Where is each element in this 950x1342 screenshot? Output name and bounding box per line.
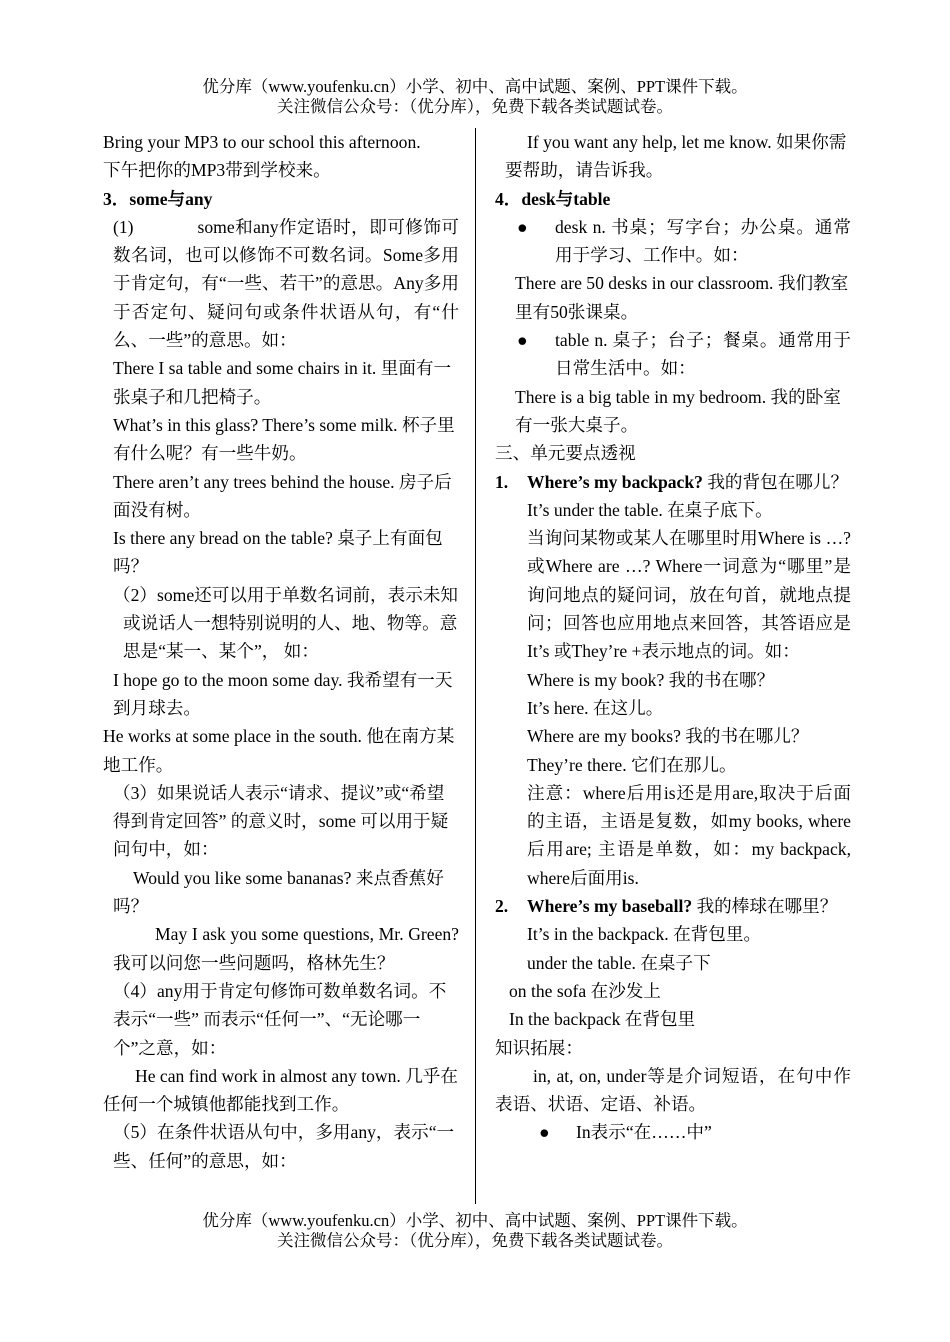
example-south: He works at some place in the south. 他在南方某地工作。 bbox=[103, 726, 455, 775]
extension-text: in, at, on, under等是介词短语，在句中作表语、状语、定语、补语。 bbox=[495, 1065, 851, 1115]
point-2-answer: It’s in the backpack. 在背包里。 bbox=[527, 924, 762, 945]
example-table-chairs: There I sa table and some chairs in it. 里面有一张桌子和几把椅子。 bbox=[113, 358, 452, 407]
point-1-title: Where’s my backpack? bbox=[527, 471, 703, 492]
desk-example: There are 50 desks in our classroom. 我们教室里有50张课桌。 bbox=[515, 273, 849, 322]
page-header bbox=[0, 77, 950, 117]
point-1-number: 1. bbox=[495, 471, 509, 492]
point-1-example-a1: It’s here. 在这儿。 bbox=[527, 697, 664, 718]
point-2-heading bbox=[527, 892, 851, 920]
point-2-phrase-sofa: on the sofa 在沙发上 bbox=[509, 980, 661, 1001]
point-2-phrase-backpack: In the backpack 在背包里 bbox=[509, 1009, 696, 1030]
bring-example-cn: 下午把你的MP3带到学校来。 bbox=[103, 160, 331, 181]
example-bread: Is there any bread on the table? 桌子上有面包吗？ bbox=[113, 528, 443, 577]
point-1 bbox=[495, 468, 851, 892]
point-2 bbox=[495, 892, 851, 977]
desk-definition-text: desk n. 书桌；写字台；办公桌。通常用于学习、工作中。如： bbox=[555, 216, 851, 266]
point-1-heading bbox=[527, 468, 851, 496]
point-2-title: Where’s my baseball? bbox=[527, 896, 693, 917]
section-3-title: 3．some与any bbox=[103, 188, 213, 209]
page-footer bbox=[0, 1211, 950, 1251]
left-column bbox=[103, 128, 459, 1175]
bullet-icon: ● bbox=[517, 330, 528, 351]
some-any-rule-1 bbox=[103, 213, 459, 354]
point-1-example-a2: They’re there. 它们在那儿。 bbox=[527, 754, 737, 775]
point-2-title-cn: 我的棒球在哪里？ bbox=[692, 896, 838, 917]
example-town: He can find work in almost any town. 几乎在任何一个城镇他都能找到工作。 bbox=[103, 1065, 458, 1115]
point-1-note: 注意：where后用is还是用are,取决于后面的主语，主语是复数，如my books, where后用are; 主语是单数，如：my backpack, where后面用is. bbox=[527, 782, 851, 888]
header-line-1: 优分库（www.youfenku.cn）小学、初中、高中试题、案例、PPT课件下载。 bbox=[202, 77, 748, 96]
rule-1-text: some和any作定语时，即可修饰可数名词，也可以修饰不可数名词。Some多用于肯定句，有“一些、若干”的意思。Any多用于否定句、疑问句或条件状语从句，有“什么、一些”的意思。如： bbox=[113, 216, 459, 351]
footer-line-1: 优分库（www.youfenku.cn）小学、初中、高中试题、案例、PPT课件下载。 bbox=[202, 1211, 748, 1230]
in-definition bbox=[495, 1118, 851, 1146]
point-1-explanation: 当询问某物或某人在哪里时用Where is …?或Where are …? Where一词意为“哪里”是询问地点的疑问词，放在句首，就地点提问；回答也应用地点来回答，其答语应是It’s 或They’re +表示地点的词。如： bbox=[527, 528, 851, 662]
point-2-phrase-under: under the table. 在桌子下 bbox=[527, 952, 711, 973]
example-questions: May I ask you some questions, Mr. Green? 我可以问您一些问题吗，格林先生？ bbox=[113, 924, 459, 973]
bullet-icon: ● bbox=[517, 216, 528, 237]
some-any-rule-5: （5）在条件状语从句中，多用any，表示“一些、任何”的意思，如： bbox=[113, 1122, 455, 1171]
table-definition bbox=[495, 326, 851, 383]
rule-1-number: (1) bbox=[113, 216, 134, 237]
point-2-number: 2. bbox=[495, 896, 509, 917]
table-example: There is a big table in my bedroom. 我的卧室有一张大桌子。 bbox=[515, 386, 841, 435]
example-trees: There aren’t any trees behind the house. 房子后面没有树。 bbox=[113, 471, 452, 520]
point-1-example-q2: Where are my books? 我的书在哪儿？ bbox=[527, 726, 809, 747]
point-1-answer: It’s under the table. 在桌子底下。 bbox=[527, 499, 773, 520]
bullet-icon: ● bbox=[539, 1122, 550, 1143]
some-any-rule-3: （3）如果说话人表示“请求、提议”或“希望得到肯定回答” 的意义时，some 可以用于疑问句中，如： bbox=[113, 782, 449, 860]
some-any-rule-4: （4）any用于肯定句修饰可数单数名词。不表示“一些” 而表示“任何一”、“无论哪一个”之意，如： bbox=[113, 980, 447, 1058]
point-1-example-q1: Where is my book? 我的书在哪？ bbox=[527, 669, 775, 690]
footer-line-2: 关注微信公众号：（优分库），免费下载各类试题试卷。 bbox=[277, 1231, 673, 1250]
right-column bbox=[495, 128, 851, 1147]
some-any-rule-2: （2）some还可以用于单数名词前，表示未知或说话人一想特别说明的人、地、物等。意思是“某一、某个”， 如： bbox=[113, 584, 459, 662]
desk-definition bbox=[495, 213, 851, 270]
section-4-title: 4．desk与table bbox=[495, 188, 611, 209]
example-moon: I hope go to the moon some day. 我希望有一天到月球去。 bbox=[113, 669, 453, 718]
bring-example-en: Bring your MP3 to our school this afternoon. bbox=[103, 132, 421, 152]
example-bananas: Would you like some bananas? 来点香蕉好吗？ bbox=[113, 867, 444, 917]
example-milk: What’s in this glass? There’s some milk. 杯子里有什么呢？有一些牛奶。 bbox=[113, 414, 455, 464]
table-definition-text: table n. 桌子；台子；餐桌。通常用于日常生活中。如： bbox=[555, 330, 851, 379]
in-definition-text: In表示“在……中” bbox=[576, 1122, 712, 1143]
example-help: If you want any help, let me know. 如果你需要帮助，请告诉我。 bbox=[505, 132, 847, 181]
header-line-2: 关注微信公众号：（优分库），免费下载各类试题试卷。 bbox=[277, 97, 673, 116]
extension-title: 知识拓展： bbox=[495, 1037, 583, 1058]
section-three-title: 三、单元要点透视 bbox=[495, 443, 636, 464]
point-1-title-cn: 我的背包在哪儿？ bbox=[702, 471, 849, 492]
column-divider bbox=[475, 128, 476, 1204]
